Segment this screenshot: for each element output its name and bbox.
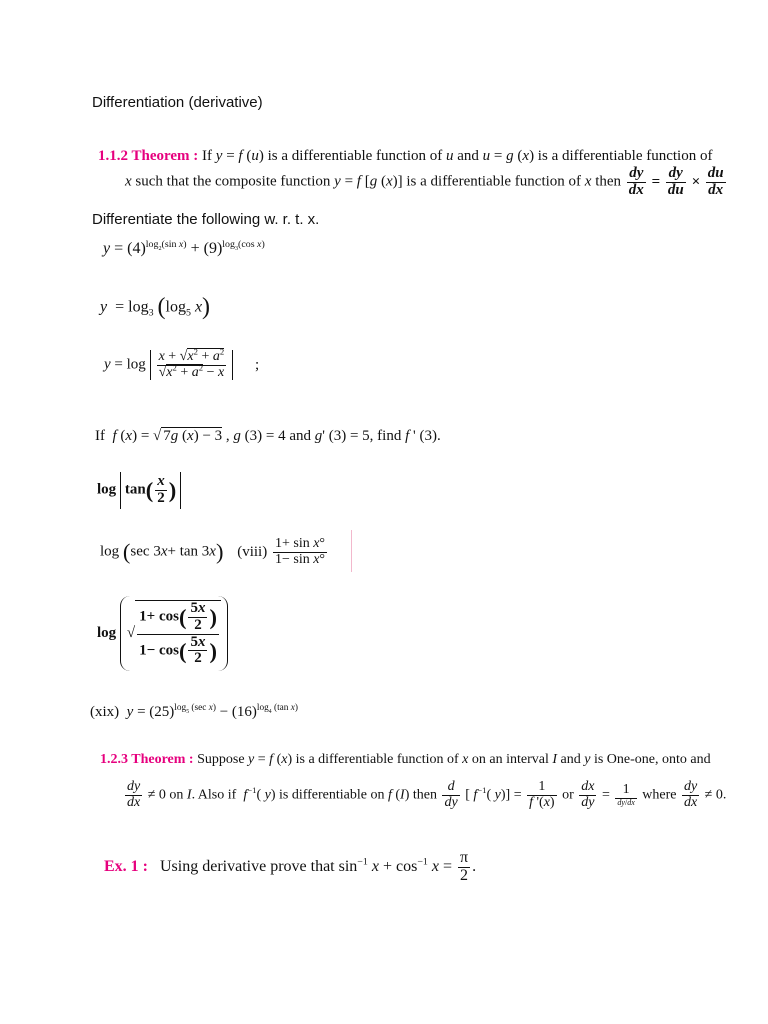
theorem-label: 1.2.3 Theorem : [100,752,194,767]
problem-8: log √ 1+ cos( $\frac{5x}{2}$ ) 1− cos( $\frac{5x}{2}$ ) [97,596,228,671]
instruction-text: Differentiate the following w. r. t. x. [92,211,320,228]
problem-6: log (sec 3x+ tan 3x) (viii) $\frac{\text{1+ sin x°}}{\text{1− sin x°}}$ [100,536,326,567]
divider-line [351,530,352,572]
theorem-text-line2: x such that the composite function y = f [g (x)] is a differentiable function of x then $\frac{dy}{dx}$ = $\frac{dy}{du}$ × $\frac{du}{dx}$ [125,165,724,198]
theorem-text-line1: If y = f (u) is a differentiable function of u and u = g (x) is a differentiable function of [202,148,713,164]
problem-3: y = log $\frac{x + √x^2 + a^2}{√x^2 + a^2 - x}$ ; [104,346,260,380]
page-title: Differentiation (derivative) [92,94,263,111]
problem-1: $y = (4)^{log_2(sin x)} + (9)^{log_3(cos x)}$ [103,238,265,257]
problem-9: (xix) $y = (25)^{log_5 (sec x)} - (16)^{log_4 (tan x)}$ [90,703,299,720]
problem-2: $y = \log_3 (\log_5$ x) [100,294,211,320]
theorem-1-1-2 [98,144,712,168]
problem-7-label: (viii) [237,543,268,560]
theorem-label: 1.1.2 Theorem : [98,148,199,164]
problem-5: log tan( $\frac{x}{2}$ ) [97,472,181,509]
theorem-1-2-3: 1.2.3 Theorem : Suppose y = f (x) is a differentiable function of x on an interval I and y is One-one, onto and [100,752,711,767]
example-label: Ex. 1 : [104,857,148,875]
theorem-1-2-3-line2: $\frac{dy}{dx}$ ≠ 0 on I. Also if $f^{-1}$( y) is differentiable on f (I) then $\frac{d}{dy}$ [ $f^{-1}$( y)] = $\frac{1}{f '(x)}$ or $\frac{dx}{dy}$ = $\frac{1}{dy/dx}$ where $\frac{dy}{dx}$ ≠ 0. [127,779,727,810]
problem-4: If f (x) = √ 7g (x) − 3 , g (3) = 4 and g' (3) = 5, find f ' (3). [95,428,441,444]
example-1: Ex. 1 : Using derivative prove that $\sin^{-1} x + \cos^{-1} x$ = $\frac{\pi}{2}$ . [104,849,477,884]
